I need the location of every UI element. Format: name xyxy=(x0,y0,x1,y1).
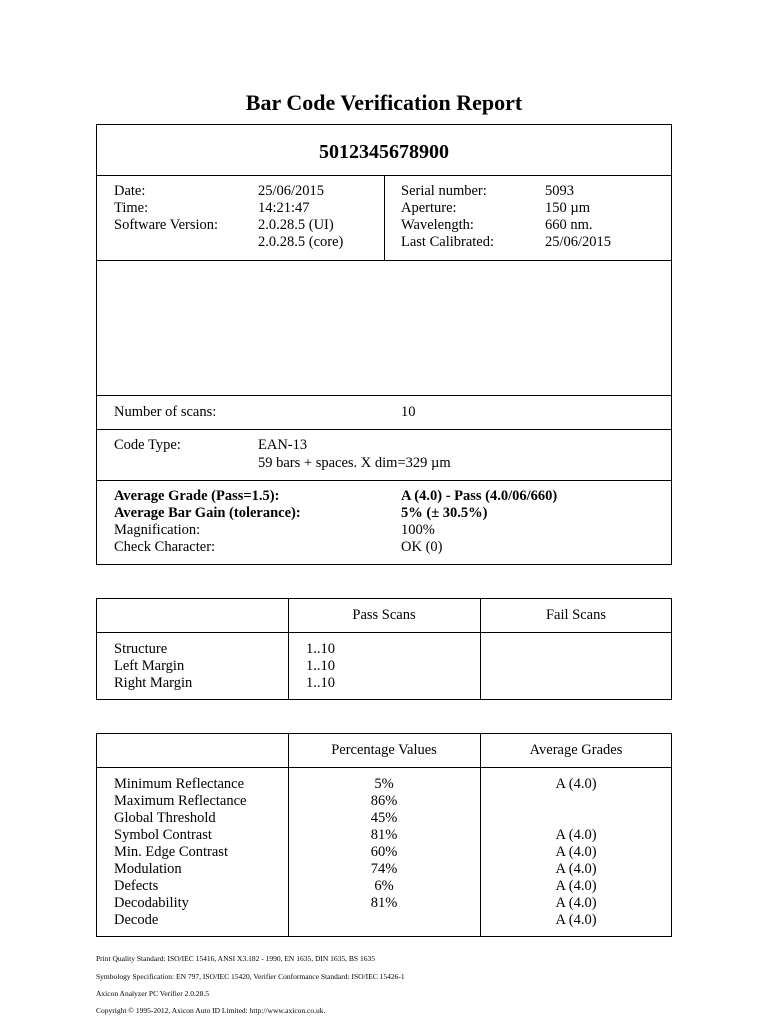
code-type-detail: 59 bars + spaces. X dim=329 µm xyxy=(258,455,451,471)
scan-labels xyxy=(114,641,192,692)
code-type-value: EAN-13 xyxy=(258,437,308,453)
parameter-percentage: 45% xyxy=(370,810,398,826)
divider xyxy=(96,260,672,261)
symbology-specification: Symbology Specification: EN 797, ISO/IEC 15420, Verifier Conformance Standard: ISO/IEC 15426-1 xyxy=(96,972,405,981)
parameter-percentage: 81% xyxy=(370,827,398,843)
divider xyxy=(384,175,385,261)
parameter-label: Modulation xyxy=(114,861,182,877)
scan-row-pass: 1..10 xyxy=(306,658,335,674)
parameter-label: Min. Edge Contrast xyxy=(114,844,228,860)
check-character-value: OK (0) xyxy=(401,539,443,555)
date-value: 25/06/2015 xyxy=(258,183,325,199)
parameter-percentage: 5% xyxy=(374,776,394,792)
parameter-grade xyxy=(480,793,672,810)
software-version-label: Software Version: xyxy=(114,217,219,233)
parameter-grade: A (4.0) xyxy=(555,895,597,911)
last-calibrated-label: Last Calibrated: xyxy=(401,234,495,250)
software-version-core: 2.0.28.5 (core) xyxy=(258,234,344,250)
bar-gain-label: Average Bar Gain (tolerance): xyxy=(114,505,301,521)
divider xyxy=(96,395,672,396)
parameter-labels xyxy=(114,776,246,929)
scan-pass-values xyxy=(306,641,335,692)
parameter-grade: A (4.0) xyxy=(555,776,597,792)
parameter-grade: A (4.0) xyxy=(555,844,597,860)
parameter-label: Decodability xyxy=(114,895,189,911)
print-quality-standard: Print Quality Standard: ISO/IEC 15416, ANSI X3.182 - 1990, EN 1635, DIN 1635, BS 1635 xyxy=(96,954,375,963)
parameter-percentage: 86% xyxy=(370,793,398,809)
parameter-grade xyxy=(480,810,672,827)
barcode-number: 5012345678900 xyxy=(319,141,449,163)
software-version-ui: 2.0.28.5 (UI) xyxy=(258,217,334,233)
code-type-label: Code Type: xyxy=(114,437,181,453)
magnification-value: 100% xyxy=(401,522,435,538)
last-calibrated-value: 25/06/2015 xyxy=(545,234,612,250)
scan-row-pass: 1..10 xyxy=(306,641,335,657)
time-label: Time: xyxy=(114,200,149,216)
scans-label: Number of scans: xyxy=(114,404,217,420)
parameter-label: Symbol Contrast xyxy=(114,827,212,843)
scan-row-pass: 1..10 xyxy=(306,675,335,691)
scan-row-label: Left Margin xyxy=(114,658,185,674)
report-title: Bar Code Verification Report xyxy=(245,90,523,115)
wavelength-label: Wavelength: xyxy=(401,217,474,233)
parameter-percentage: 60% xyxy=(370,844,398,860)
parameter-grade: A (4.0) xyxy=(555,861,597,877)
divider xyxy=(96,480,672,481)
check-character-label: Check Character: xyxy=(114,539,216,555)
average-grade-label: Average Grade (Pass=1.5): xyxy=(114,488,280,504)
fail-scans-header: Fail Scans xyxy=(545,607,606,623)
divider xyxy=(96,632,672,633)
scan-row-label: Right Margin xyxy=(114,675,193,691)
scans-value: 10 xyxy=(401,404,416,420)
parameter-grade: A (4.0) xyxy=(555,827,597,843)
parameter-label: Decode xyxy=(114,912,159,928)
percentage-values-header: Percentage Values xyxy=(331,742,437,758)
parameter-grade: A (4.0) xyxy=(555,878,597,894)
parameter-percentage: 6% xyxy=(374,878,394,894)
serial-number-value: 5093 xyxy=(545,183,574,199)
aperture-value: 150 µm xyxy=(545,200,591,216)
scan-row-label: Structure xyxy=(114,641,168,657)
parameter-grade: A (4.0) xyxy=(555,912,597,928)
divider xyxy=(96,429,672,430)
parameter-percentage: 74% xyxy=(370,861,398,877)
date-label: Date: xyxy=(114,183,146,199)
aperture-label: Aperture: xyxy=(401,200,457,216)
magnification-label: Magnification: xyxy=(114,522,201,538)
time-value: 14:21:47 xyxy=(258,200,310,216)
parameter-label: Defects xyxy=(114,878,159,894)
parameter-percentages xyxy=(288,776,480,929)
parameter-grades xyxy=(480,776,672,929)
average-grades-header: Average Grades xyxy=(529,742,623,758)
parameter-label: Maximum Reflectance xyxy=(114,793,247,809)
parameter-label: Minimum Reflectance xyxy=(114,776,245,792)
divider xyxy=(96,767,672,768)
copyright-notice: Copyright © 1995-2012, Axicon Auto ID Limited: http://www.axicon.co.uk. xyxy=(96,1006,326,1015)
parameter-label: Global Threshold xyxy=(114,810,216,826)
average-grade-value: A (4.0) - Pass (4.0/06/660) xyxy=(401,488,558,504)
wavelength-value: 660 nm. xyxy=(545,217,593,233)
pass-scans-header: Pass Scans xyxy=(352,607,416,623)
parameter-percentage: 81% xyxy=(370,895,398,911)
software-version-footer: Axicon Analyzer PC Verifier 2.0.28.5 xyxy=(96,989,209,998)
bar-gain-value: 5% (± 30.5%) xyxy=(401,505,488,521)
parameter-percentage xyxy=(288,912,480,929)
serial-number-label: Serial number: xyxy=(401,183,487,199)
